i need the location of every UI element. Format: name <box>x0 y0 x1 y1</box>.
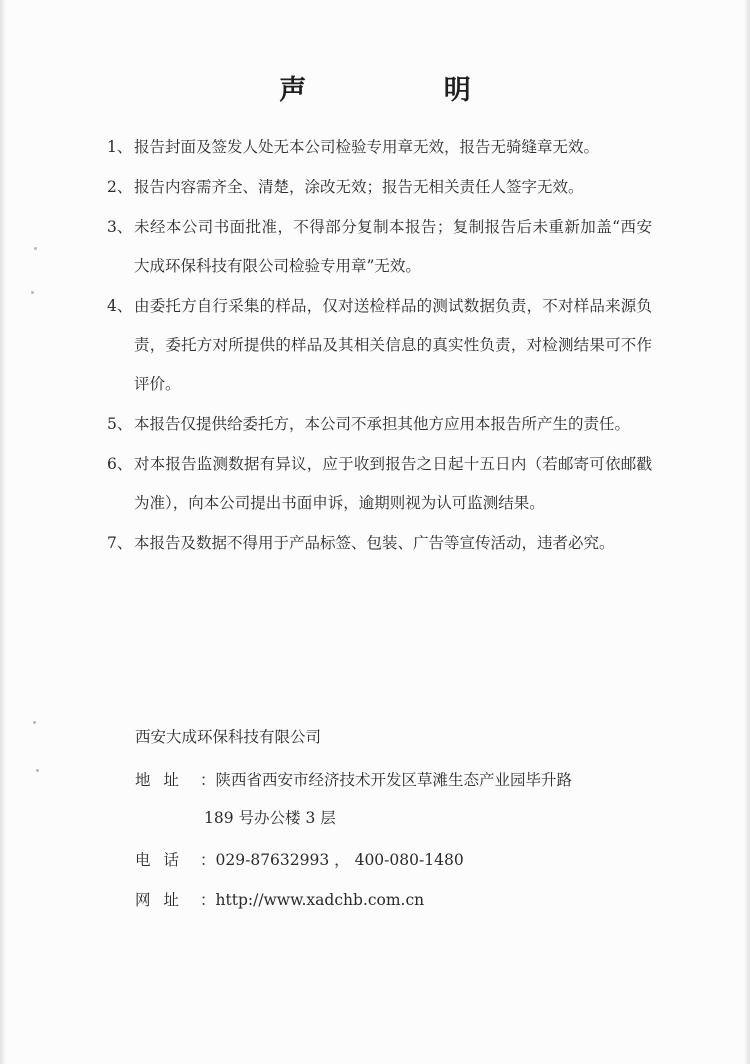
scan-speck <box>34 247 37 250</box>
website-label: 网 址 <box>135 891 183 909</box>
statement-item-1 <box>107 128 652 167</box>
item-text: 未经本公司书面批准，不得部分复制本报告；复制报告后未重新加盖“西安大成环保科技有限公司检验专用章”无效。 <box>134 218 652 275</box>
website-link[interactable]: http://www.xadchb.com.cn <box>215 891 425 909</box>
item-text: 由委托方自行采集的样品，仅对送检样品的测试数据负责，不对样品来源负责，委托方对所提供的样品及其相关信息的真实性负责，对检测结果可不作评价。 <box>134 297 652 393</box>
item-number: 3、 <box>107 218 133 236</box>
address-line-2: 189 号办公楼 3 层 <box>204 809 336 827</box>
item-text: 本报告及数据不得用于产品标签、包装、广告等宣传活动，违者必究。 <box>134 534 615 552</box>
company-name: 西安大成环保科技有限公司 <box>135 728 322 746</box>
statement-list <box>107 128 652 563</box>
scan-speck <box>33 721 36 724</box>
statement-item-4 <box>107 287 652 404</box>
phone-colon: ： <box>200 851 216 869</box>
item-number: 5、 <box>107 415 133 433</box>
address-label: 地 址 <box>135 771 183 789</box>
item-number: 6、 <box>107 455 133 473</box>
item-text: 对本报告监测数据有异议，应于收到报告之日起十五日内（若邮寄可依邮戳为准），向本公司提出书面申诉，逾期则视为认可监测结果。 <box>134 455 652 512</box>
phone-label: 电 话 <box>135 851 183 869</box>
statement-item-5 <box>107 405 652 444</box>
item-number: 4、 <box>107 297 133 315</box>
statement-item-6 <box>107 445 652 523</box>
item-text: 本报告仅提供给委托方，本公司不承担其他方应用本报告所产生的责任。 <box>134 415 631 433</box>
phone-value: 029-87632993 ， 400-080-1480 <box>215 851 464 869</box>
page-edge-right <box>744 0 750 1064</box>
item-number: 2、 <box>107 178 133 196</box>
address-value: 陕西省西安市经济技术开发区草滩生态产业园毕升路 <box>215 771 573 789</box>
statement-item-3 <box>107 208 652 286</box>
item-number: 1、 <box>107 138 133 156</box>
website-colon: ： <box>200 891 216 909</box>
statement-item-2 <box>107 168 652 207</box>
address-colon: ： <box>200 771 216 789</box>
page-title: 声 明 <box>279 75 535 106</box>
item-number: 7、 <box>107 534 133 552</box>
scan-speck <box>36 769 39 772</box>
item-text: 报告封面及签发人处无本公司检验专用章无效，报告无骑缝章无效。 <box>134 138 600 156</box>
address-line <box>135 768 572 790</box>
website-line <box>135 888 424 910</box>
page-edge-left <box>0 0 6 1064</box>
statement-item-7 <box>107 524 652 563</box>
phone-line <box>135 848 464 870</box>
item-text: 报告内容需齐全、清楚，涂改无效；报告无相关责任人签字无效。 <box>134 178 584 196</box>
scan-speck <box>31 291 34 294</box>
